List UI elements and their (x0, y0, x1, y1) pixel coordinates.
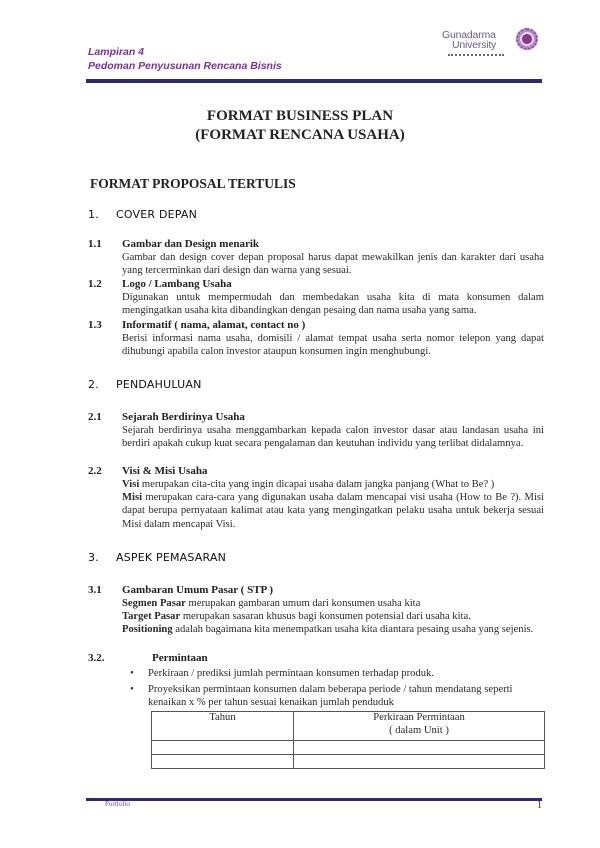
column-header-demand-line2: ( dalam Unit ) (389, 724, 449, 736)
column-header-demand-line1: Perkiraan Permintaan (373, 712, 465, 723)
header-divider (86, 79, 542, 83)
visi-label: Visi (122, 479, 140, 490)
bullet-text: Perkiraan / prediksi jumlah permintaan konsumen terhadap produk. (148, 668, 434, 679)
page-number: 1 (537, 800, 542, 811)
document-header (88, 45, 282, 73)
logo-line-1: Gunadarma (442, 29, 496, 41)
footer-divider (86, 798, 542, 801)
visi-line (122, 478, 544, 491)
bullet-text: Proyeksikan permintaan konsumen dalam beberapa periode / tahun mendatang seperti kenaikan x % per tahun sesuai kenaikan jumlah penduduk (148, 684, 513, 709)
subsection-number: 1.2 (88, 278, 102, 290)
subsection-number: 3.2. (88, 652, 105, 664)
stp-text (122, 597, 544, 637)
demand-bullets (130, 667, 544, 710)
subsection-number: 1.3 (88, 319, 102, 331)
bullet-icon: • (130, 668, 134, 679)
university-logo (442, 28, 542, 68)
document-title: FORMAT BUSINESS PLAN (206, 108, 394, 124)
segmen-label: Segmen Pasar (122, 598, 186, 609)
subsection-text: Berisi informasi nama usaha, domisili / alamat tempat usaha serta nomor telepon yang dapat dihubungi apabila calon investor ataupun konsumen ingin menghubungi. (122, 333, 544, 358)
subsection-text: Sejarah berdirinya usaha menggambarkan kepada calon investor dasar atau landasan usaha ini berdiri apakah cukup kuat secara pengalaman dan keutuhan individu yang terlibat didalamnya. (122, 425, 544, 450)
subsection-number: 2.2 (88, 465, 102, 477)
section-number: 2. (88, 378, 99, 391)
logo-line-2: University (452, 39, 497, 51)
seal-icon (516, 28, 538, 50)
section-heading-1 (88, 208, 197, 221)
subsection-text: Digunakan untuk mempermudah dan membedakan usaha kita di mata konsumen dalam mengingatkan usaha kita dibandingkan dengan pesaing dan nama usaha yang sama. (122, 292, 544, 317)
positioning-line (122, 623, 544, 636)
segmen-text: merupakan gambaran umum dari konsumen usaha kita (185, 598, 421, 609)
segmen-line (122, 597, 544, 610)
section-heading-2 (88, 378, 202, 391)
positioning-label: Positioning (122, 624, 173, 636)
subsection-heading: Logo / Lambang Usaha (122, 278, 232, 290)
target-line (122, 610, 544, 623)
table-cell (152, 741, 294, 755)
subsection-number: 1.1 (88, 238, 102, 250)
target-text: merupakan sasaran khusus bagi konsumen potensial dari usaha kita. (180, 611, 471, 623)
table-row (152, 755, 545, 769)
visi-misi-text (122, 478, 544, 531)
table-row (152, 741, 545, 755)
subsection-number: 2.1 (88, 411, 102, 423)
table-cell (152, 755, 294, 769)
header-appendix-label: Lampiran 4 (88, 46, 145, 58)
table-cell (294, 741, 545, 755)
misi-text: merupakan cara-cara yang digunakan usaha dalam mencapai visi usaha (How to Be ?). Misi dapat berupa pernyataan kalimat atau kata yang mengingatkan pelaku usaha untuk bekerja sesuai Misi dalam mencapai Visi. (122, 492, 544, 530)
section-heading-3 (88, 551, 226, 564)
bullet-icon: • (130, 684, 134, 696)
subsection-heading: Gambaran Umum Pasar ( STP ) (122, 584, 274, 596)
subsection-heading: Informatif ( nama, alamat, contact no ) (122, 319, 306, 331)
bullet-item (130, 683, 544, 709)
subsection-heading: Sejarah Berdirinya Usaha (122, 411, 245, 423)
target-label: Target Pasar (122, 611, 181, 623)
bullet-item (130, 667, 544, 680)
table-cell (294, 755, 545, 769)
subsection-number: 3.1 (88, 584, 102, 596)
subsection-heading: Gambar dan Design menarik (122, 238, 260, 250)
section-title: COVER DEPAN (116, 208, 198, 221)
column-header-year: Tahun (152, 712, 294, 741)
table-header-row (152, 712, 545, 741)
misi-label: Misi (122, 492, 143, 504)
section-title: ASPEK PEMASARAN (116, 551, 227, 564)
visi-text: merupakan cita-cita yang ingin dicapai usaha dalam jangka panjang (What to Be? ) (139, 479, 495, 490)
demand-forecast-table (151, 711, 545, 769)
section-number: 3. (88, 551, 99, 564)
section-title: PENDAHULUAN (116, 378, 202, 391)
footer-label: Portfolio (105, 800, 130, 808)
subsection-heading: Visi & Misi Usaha (122, 465, 208, 477)
header-guide-title: Pedoman Penyusunan Rencana Bisnis (88, 60, 282, 72)
misi-line (122, 491, 544, 531)
section-number: 1. (88, 208, 99, 221)
proposal-heading: FORMAT PROPOSAL TERTULIS (90, 176, 296, 191)
document-subtitle: (FORMAT RENCANA USAHA) (195, 127, 405, 143)
subsection-heading: Permintaan (152, 652, 208, 664)
subsection-text: Gambar dan design cover depan proposal harus dapat mewakilkan jenis dan karakter dari usaha yang tercerminkan dari design dan warna yang sesuai. (122, 252, 544, 277)
logo-tagline-dots (448, 54, 504, 56)
positioning-text: adalah bagaimana kita menempatkan usaha kita diantara pesaing usaha yang sejenis. (172, 624, 534, 636)
column-header-demand (294, 712, 545, 741)
logo-wordmark (442, 30, 496, 50)
